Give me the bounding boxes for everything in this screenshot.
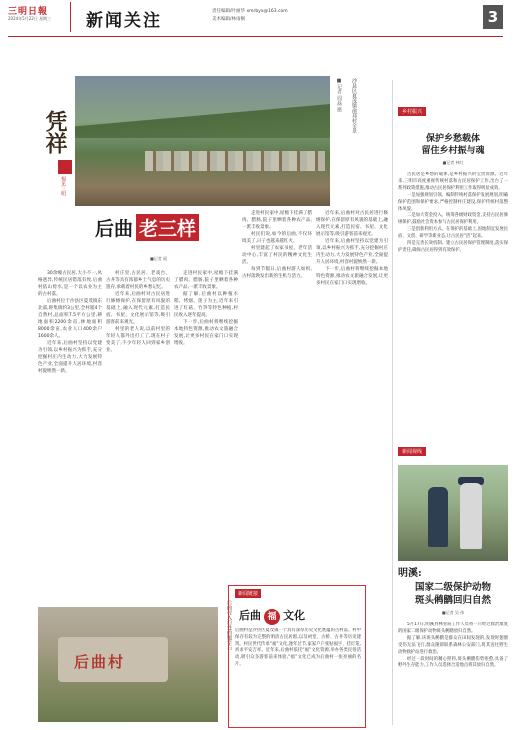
paragraph: 每到节假日,后曲村游人如织,古村落焕发出新的生机与活力。: [242, 267, 312, 279]
issue-date: 2024年5月22日 星期三: [8, 16, 52, 21]
section-title: 新闻关注: [86, 11, 162, 31]
article-column-4: [242, 210, 312, 580]
photo-caption: 沙县区夏茂镇俞邦村全景: [351, 78, 357, 133]
paragraph: 据了解,后曲村以种植水稻、烤烟、莲子为主,近年来引进了红菇、竹笋等特色种植,村民收入逐年提高。: [174, 292, 238, 318]
newspaper-logo: 三明日報: [8, 7, 49, 17]
paragraph: 二是加大资金投入。统筹各级财政资金,支持古民居修缮保护,鼓励社会资本参与古民居保护利用。: [398, 213, 508, 226]
article-column-5: [316, 210, 388, 580]
paragraph: 古民居是乡愁的载体,是乡村振兴的宝贵资源。近年来,三明市高度重视传统村落和古民居保护工作,出台了一系列政策措施,推动古民居保护利用工作取得明显成效。: [398, 172, 508, 191]
headline-line2: 留住乡村振与魂: [421, 146, 485, 156]
paragraph: 村里建起了农家书屋、老年活动中心,丰富了村民的精神文化生活。: [242, 246, 312, 265]
village-houses: [145, 151, 325, 171]
paragraph: 村庄里,古民居、老戏台、古井等具有浓郁乡土气息的历史遗存,承载着村民的乡愁记忆。: [106, 271, 170, 290]
seal-caption: 福见三明: [60, 176, 66, 196]
paragraph: 据了解,该斑头鸺鹠是群众在田间发现的,发现时翅膀受伤无法飞行,群众随即联系森林公安部门,将其送往野生动物救护站进行救治。: [398, 635, 508, 655]
paragraph: 近年来,后曲村对古民居进行修缮保护,在保留原有风貌的基础上,融入现代元素,打造民宿、书屋、文化展示馆等,吸引游客前来观光。: [106, 292, 170, 325]
heritage-byline: ■记者 林红: [442, 160, 464, 165]
paragraph: 四是完善长效机制。建立古民居保护管理制度,落实保护责任,确保古民居得到有效保护。: [398, 241, 508, 253]
paragraph: 后曲村位于沙县区夏茂镇东北部,距集镇约3公里,全村辖4个自然村,总面积7.5平方公里,耕地面积2200余亩,林地面积8000余亩,农业人口400余户1600余人。: [38, 299, 102, 339]
owl-headline-line2: 斑头鸺鹠回归自然: [414, 595, 491, 606]
fu-culture-sidebar: [228, 585, 366, 728]
paragraph: 走进村民家中,屋檐下挂满了腊肉、腊肠,院子里晒着各种农产品,一派丰收景象。: [174, 271, 238, 290]
owl-headline-prefix: 明溪:: [398, 568, 422, 579]
column-divider: [392, 80, 393, 725]
sidebar-label: 新闻链接: [235, 589, 261, 598]
main-headline: [95, 214, 199, 241]
paragraph: 走进村民家中,屋檐下挂满了腊肉、腊肠,院子里晒着各种农产品,一派丰收景象。: [242, 211, 312, 230]
owl-headline-line1: 国家二级保护动物: [414, 582, 491, 593]
title-before: 后曲: [239, 609, 261, 622]
headline-part2: 老三样: [136, 214, 199, 241]
bottom-photo-caption: 后曲村入口处的题字石: [226, 600, 232, 650]
heritage-body: [398, 172, 508, 470]
title-after: 文化: [283, 609, 305, 622]
article-column-3: [174, 270, 238, 600]
paragraph: 近年来,后曲村坚持以党建为引领,以乡村振兴为抓手,充分挖掘村庄内生动力,大力发展特色产业,全面提升人居环境,村容村貌焕然一新。: [316, 239, 388, 265]
paragraph: 下一步,后曲村将继续挖掘本地特色资源,推动农文旅融合发展,让更多村民在家门口实现增收。: [316, 267, 388, 286]
paragraph: 5月17日,明溪县林业局工作人员将一只经过救治康复的国家二级保护动物斑头鸺鹠放归自然。: [398, 622, 508, 634]
headline-line1: 保护乡愁载体: [425, 134, 480, 144]
paragraph: 30余幢古民居,大小不一,风格迥异,传统民居错落有致,后曲村依山傍水,是一个以农业为主的古村落。: [38, 271, 102, 297]
heritage-headline: [398, 133, 508, 157]
photo-credit: ■记者 周磊 摄: [336, 78, 342, 113]
designer-line: 美术编辑/林雨桐: [212, 17, 246, 22]
masthead: [0, 0, 515, 36]
paragraph: 村里的老人说,以前村里的年轻人都外出打工了,现在村子变美了,不少年轻人回到家乡创业。: [106, 327, 170, 353]
paragraph: 经过一段时间的精心照料,斑头鸺鹠伤势痊愈,具备了野外生存能力,工作人员选择合适地点将其放归自然。: [398, 656, 508, 669]
article-column-2: [106, 270, 170, 600]
right-article-owl: [398, 438, 508, 730]
masthead-divider: [8, 36, 503, 37]
headline-part1: 后曲: [95, 218, 134, 240]
mountain-ridge: [75, 98, 330, 138]
paragraph: 村民们说,如今的后曲,不仅环境美了,日子也越来越红火。: [242, 232, 312, 244]
page-number: 3: [483, 5, 503, 29]
paragraph: 近年来,后曲村坚持以党建为引领,以乡村振兴为抓手,充分挖掘村庄内生动力,大力发展特色产业,全面提升人居环境,村容村貌焕然一新。: [38, 341, 102, 374]
paragraph: 一是加强规划引领。编制传统村落保护发展规划,明确保护范围和保护要求,严格控制村庄建设,保护传统村落整体风貌。: [398, 192, 508, 212]
person-figure: [428, 487, 448, 547]
editor-credits: [212, 8, 288, 24]
right-article-heritage: [398, 98, 508, 470]
rural-revival-badge: 乡村振兴: [398, 107, 426, 116]
editor-line: 责任编辑/叶丽华 xmrbyx@163.com: [212, 9, 288, 14]
rock-inscription: 后曲村: [74, 653, 126, 671]
owl-body: [398, 622, 508, 730]
calligraphy-title: 凭祥: [42, 110, 68, 154]
article-column-1: [38, 270, 102, 600]
paragraph: 下一步,后曲村将继续挖掘本地特色资源,推动农文旅融合发展,让更多村民在家门口实现增收。: [174, 320, 238, 346]
red-seal: [58, 160, 72, 174]
village-entrance-photo: [38, 607, 218, 722]
fu-char-badge: 福: [264, 609, 280, 625]
owl-release-photo: [398, 465, 508, 561]
officer-figure: [460, 483, 482, 549]
masthead-rule: [70, 2, 71, 32]
hero-photo-village: [75, 76, 330, 206]
owl-byline: ■记者 吴 伟: [441, 610, 465, 615]
sidebar-body: 后曲村是沙县区夏茂镇一个具有深厚历史文化底蕴的古村落。村中保存有较为完整的明清古民居群,以及祠堂、古桥、古井等历史建筑。村民世代传承“福”文化,逢年过节,家家户户张贴福字、挂灯笼,祈求平安吉祥。近年来,后曲村依托“福”文化资源,举办各类民俗活动,吸引众多游客前来体验,“福”文化已成为后曲村一张亮丽的名片。: [235, 628, 361, 667]
paragraph: 近年来,后曲村对古民居进行修缮保护,在保留原有风貌的基础上,融入现代元素,打造民宿、书屋、文化展示馆等,吸引游客前来观光。: [316, 211, 388, 237]
sidebar-title: [239, 607, 305, 625]
paragraph: 三是创新利用方式。在保护的基础上,因地制宜发展民宿、文创、研学等新业态,让古民居“活”起来。: [398, 227, 508, 240]
main-byline: ■记者 丽: [150, 256, 168, 261]
news-view-badge: 新闻视线: [398, 447, 426, 456]
